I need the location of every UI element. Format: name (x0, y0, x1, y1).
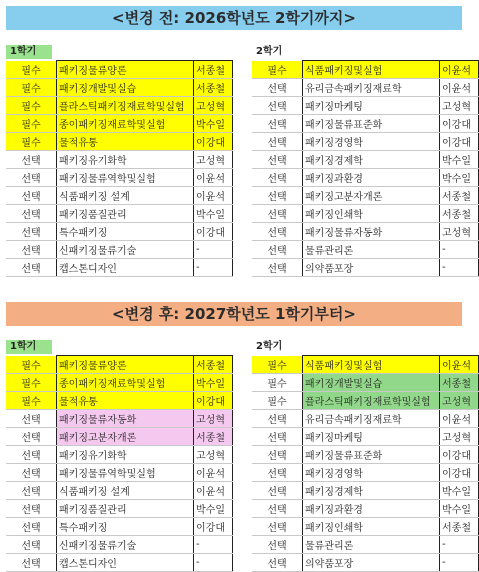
course-name: 유리금속패키징재료학 (303, 410, 440, 428)
course-type: 선택 (252, 187, 303, 205)
professor-name: 박수일 (440, 500, 479, 518)
course-row (252, 223, 479, 241)
course-row (6, 392, 233, 410)
course-name: 식품패키징및실험 (303, 61, 440, 79)
professor-name: 고성혁 (440, 223, 479, 241)
course-type: 선택 (6, 428, 57, 446)
course-type: 필수 (252, 392, 303, 410)
professor-name: 이윤석 (440, 410, 479, 428)
course-row (6, 205, 233, 223)
course-name: 패키징개발및실습 (303, 374, 440, 392)
course-name: 패키징경영학 (303, 464, 440, 482)
professor-name: 이윤석 (194, 169, 233, 187)
course-name: 패키징경제학 (303, 482, 440, 500)
course-type: 선택 (252, 169, 303, 187)
course-type: 필수 (252, 61, 303, 79)
course-name: 패키징물류역학및실험 (57, 464, 194, 482)
course-name: 패키징유기화학 (57, 151, 194, 169)
course-type: 선택 (6, 410, 57, 428)
course-type: 선택 (252, 410, 303, 428)
course-name: 패키징물류자동화 (303, 223, 440, 241)
course-row (6, 133, 233, 151)
professor-name: 이윤석 (194, 187, 233, 205)
course-row (6, 169, 233, 187)
professor-name: - (440, 241, 479, 259)
professor-name: 이윤석 (194, 482, 233, 500)
course-name: 패키징물류양론 (57, 356, 194, 374)
semester-label-before-1: 1학기 (6, 45, 52, 59)
course-type: 선택 (252, 536, 303, 554)
course-type: 선택 (252, 554, 303, 572)
course-table-after-sem2 (252, 355, 479, 572)
course-type: 선택 (252, 223, 303, 241)
course-type: 선택 (252, 115, 303, 133)
professor-name: 고성혁 (440, 97, 479, 115)
banner-before: <변경 전: 2026학년도 2학기까지> (6, 6, 462, 30)
course-type: 선택 (6, 518, 57, 536)
course-type: 선택 (6, 259, 57, 277)
course-row (6, 374, 233, 392)
course-row (252, 151, 479, 169)
course-row (6, 151, 233, 169)
professor-name: - (194, 554, 233, 572)
course-type: 필수 (6, 133, 57, 151)
course-row (252, 554, 479, 572)
course-type: 필수 (6, 61, 57, 79)
course-type: 선택 (6, 500, 57, 518)
semester-label-after-1: 1학기 (6, 340, 52, 354)
course-name: 패키징마케팅 (303, 428, 440, 446)
professor-name: 이강대 (194, 133, 233, 151)
professor-name: 이강대 (440, 133, 479, 151)
professor-name: - (194, 259, 233, 277)
course-row (6, 500, 233, 518)
course-type: 선택 (252, 133, 303, 151)
course-name: 식품패키징및실험 (303, 356, 440, 374)
course-name: 식품패키징 설계 (57, 482, 194, 500)
course-type: 선택 (252, 482, 303, 500)
course-type: 선택 (252, 428, 303, 446)
course-row (6, 61, 233, 79)
course-row (252, 500, 479, 518)
course-row (252, 241, 479, 259)
course-name: 캡스톤디자인 (57, 259, 194, 277)
professor-name: 이윤석 (440, 356, 479, 374)
professor-name: 고성혁 (194, 446, 233, 464)
course-row (6, 428, 233, 446)
course-name: 패키징마케팅 (303, 97, 440, 115)
professor-name: - (440, 554, 479, 572)
course-name: 패키징과환경 (303, 500, 440, 518)
professor-name: 서종철 (440, 187, 479, 205)
professor-name: 고성혁 (194, 97, 233, 115)
course-type: 선택 (6, 554, 57, 572)
course-row (252, 536, 479, 554)
course-row (6, 482, 233, 500)
course-name: 물적유통 (57, 392, 194, 410)
course-name: 패키징품질관리 (57, 205, 194, 223)
course-type: 선택 (6, 151, 57, 169)
course-row (252, 115, 479, 133)
course-name: 특수패키징 (57, 223, 194, 241)
course-type: 선택 (252, 205, 303, 223)
course-name: 패키징물류표준화 (303, 446, 440, 464)
course-name: 의약품포장 (303, 259, 440, 277)
course-row (6, 554, 233, 572)
course-row (252, 61, 479, 79)
course-type: 필수 (6, 115, 57, 133)
course-name: 물적유통 (57, 133, 194, 151)
professor-name: 서종철 (194, 428, 233, 446)
course-type: 선택 (6, 446, 57, 464)
course-name: 패키징품질관리 (57, 500, 194, 518)
professor-name: 이강대 (440, 446, 479, 464)
professor-name: 이윤석 (440, 79, 479, 97)
course-type: 필수 (252, 356, 303, 374)
semester-label-before-2: 2학기 (252, 45, 298, 59)
course-type: 선택 (6, 187, 57, 205)
professor-name: 박수일 (194, 374, 233, 392)
course-row (252, 446, 479, 464)
course-type: 선택 (252, 464, 303, 482)
professor-name: 서종철 (194, 61, 233, 79)
course-name: 패키징경영학 (303, 133, 440, 151)
professor-name: 이강대 (194, 518, 233, 536)
course-table-after-sem1 (6, 355, 233, 572)
professor-name: 이윤석 (440, 61, 479, 79)
course-type: 선택 (252, 241, 303, 259)
course-type: 선택 (252, 97, 303, 115)
professor-name: 이강대 (194, 392, 233, 410)
course-name: 패키징고분자개론 (57, 428, 194, 446)
course-name: 패키징고분자개론 (303, 187, 440, 205)
course-type: 선택 (252, 518, 303, 536)
course-row (252, 97, 479, 115)
course-row (252, 187, 479, 205)
course-type: 선택 (6, 536, 57, 554)
course-type: 선택 (252, 151, 303, 169)
course-row (6, 410, 233, 428)
professor-name: 고성혁 (194, 151, 233, 169)
course-type: 필수 (6, 97, 57, 115)
course-row (6, 518, 233, 536)
professor-name: 서종철 (194, 356, 233, 374)
professor-name: 고성혁 (194, 410, 233, 428)
course-name: 물류관리론 (303, 241, 440, 259)
course-name: 플라스틱패키징재료학및실험 (57, 97, 194, 115)
professor-name: 박수일 (440, 169, 479, 187)
course-name: 의약품포장 (303, 554, 440, 572)
course-name: 패키징물류양론 (57, 61, 194, 79)
course-type: 필수 (6, 79, 57, 97)
course-row (6, 115, 233, 133)
course-type: 필수 (6, 374, 57, 392)
course-row (252, 79, 479, 97)
course-row (6, 187, 233, 205)
professor-name: - (440, 259, 479, 277)
course-row (252, 205, 479, 223)
course-type: 필수 (6, 356, 57, 374)
course-name: 종이패키징재료학및실험 (57, 374, 194, 392)
course-name: 패키징인쇄학 (303, 518, 440, 536)
professor-name: 박수일 (440, 151, 479, 169)
course-name: 패키징물류역학및실험 (57, 169, 194, 187)
course-name: 패키징과환경 (303, 169, 440, 187)
course-row (252, 428, 479, 446)
professor-name: 이강대 (440, 464, 479, 482)
course-type: 선택 (6, 241, 57, 259)
course-name: 패키징인쇄학 (303, 205, 440, 223)
professor-name: 박수일 (194, 500, 233, 518)
banner-after: <변경 후: 2027학년도 1학기부터> (6, 302, 462, 326)
course-name: 패키징유기화학 (57, 446, 194, 464)
course-type: 선택 (252, 79, 303, 97)
professor-name: 박수일 (440, 482, 479, 500)
course-row (252, 169, 479, 187)
course-type: 선택 (6, 223, 57, 241)
course-name: 패키징물류표준화 (303, 115, 440, 133)
course-row (6, 464, 233, 482)
professor-name: 이강대 (194, 223, 233, 241)
course-type: 필수 (6, 392, 57, 410)
course-table-before-sem1 (6, 60, 233, 277)
course-name: 물류관리론 (303, 536, 440, 554)
course-row (6, 536, 233, 554)
course-row (252, 518, 479, 536)
course-row (252, 410, 479, 428)
course-name: 플라스틱패키징재료학및실험 (303, 392, 440, 410)
course-type: 필수 (252, 374, 303, 392)
professor-name: - (440, 536, 479, 554)
professor-name: 고성혁 (440, 392, 479, 410)
course-row (252, 482, 479, 500)
course-row (6, 259, 233, 277)
course-name: 캡스톤디자인 (57, 554, 194, 572)
course-name: 특수패키징 (57, 518, 194, 536)
course-table-before-sem2 (252, 60, 479, 277)
course-type: 선택 (6, 205, 57, 223)
course-name: 패키징경제학 (303, 151, 440, 169)
course-row (6, 97, 233, 115)
course-row (252, 374, 479, 392)
professor-name: 이강대 (440, 115, 479, 133)
course-row (252, 392, 479, 410)
professor-name: 서종철 (440, 374, 479, 392)
professor-name: 고성혁 (440, 428, 479, 446)
professor-name: - (194, 241, 233, 259)
professor-name: 박수일 (194, 115, 233, 133)
course-name: 패키징물류자동화 (57, 410, 194, 428)
course-type: 선택 (6, 169, 57, 187)
course-row (252, 464, 479, 482)
course-row (252, 356, 479, 374)
course-row (6, 241, 233, 259)
course-name: 종이패키징재료학및실험 (57, 115, 194, 133)
course-row (6, 79, 233, 97)
course-type: 선택 (252, 500, 303, 518)
course-name: 유리금속패키징재료학 (303, 79, 440, 97)
course-row (6, 446, 233, 464)
course-row (6, 356, 233, 374)
semester-label-after-2: 2학기 (252, 340, 298, 354)
professor-name: 박수일 (194, 205, 233, 223)
course-row (6, 223, 233, 241)
course-type: 선택 (6, 464, 57, 482)
professor-name: 서종철 (194, 79, 233, 97)
course-name: 신패키징물류기술 (57, 241, 194, 259)
course-name: 식품패키징 설계 (57, 187, 194, 205)
professor-name: 서종철 (440, 205, 479, 223)
course-row (252, 259, 479, 277)
professor-name: 서종철 (440, 518, 479, 536)
course-type: 선택 (252, 259, 303, 277)
course-type: 선택 (6, 482, 57, 500)
course-name: 패키징개발및실습 (57, 79, 194, 97)
course-row (252, 133, 479, 151)
course-type: 선택 (252, 446, 303, 464)
professor-name: - (194, 536, 233, 554)
professor-name: 이윤석 (194, 464, 233, 482)
course-name: 신패키징물류기술 (57, 536, 194, 554)
